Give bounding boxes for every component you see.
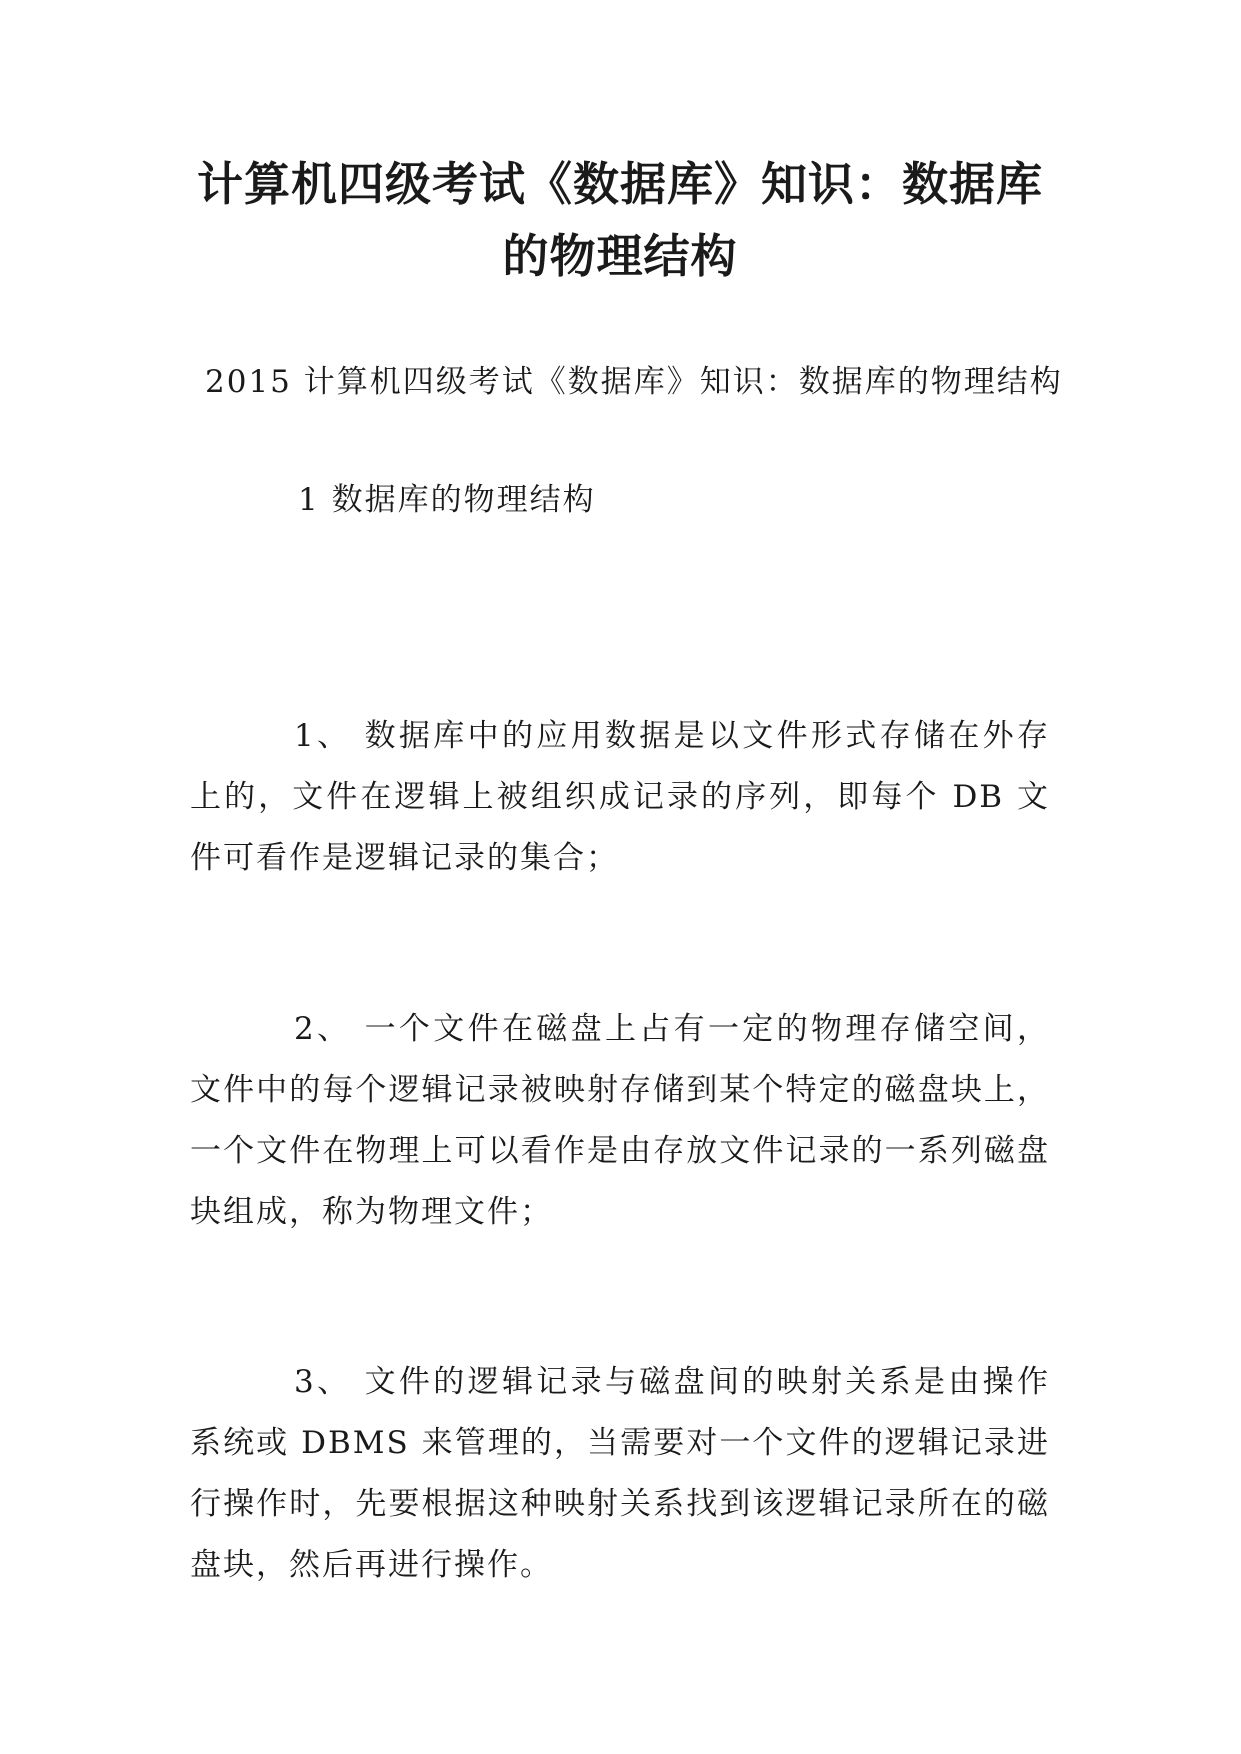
paragraph-1: 1、 数据库中的应用数据是以文件形式存储在外存上的，文件在逻辑上被组织成记录的序列，即每个 DB 文件可看作是逻辑记录的集合； [190, 718, 1050, 876]
paragraph-3: 3、 文件的逻辑记录与磁盘间的映射关系是由操作系统或 DBMS 来管理的，当需要对一个文件的逻辑记录进行操作时，先要根据这种映射关系找到该逻辑记录所在的磁盘块，然后再进行操作。 [190, 1364, 1050, 1583]
paragraph-2: 2、 一个文件在磁盘上占有一定的物理存储空间，文件中的每个逻辑记录被映射存储到某个特定的磁盘块上，一个文件在物理上可以看作是由存放文件记录的一系列磁盘块组成，称为物理文件； [190, 1011, 1050, 1230]
section-heading: 1 数据库的物理结构 [298, 482, 596, 518]
document-subtitle: 2015 计算机四级考试《数据库》知识：数据库的物理结构 [205, 364, 1063, 400]
document-title: 计算机四级考试《数据库》知识：数据库的物理结构 [197, 157, 1043, 283]
